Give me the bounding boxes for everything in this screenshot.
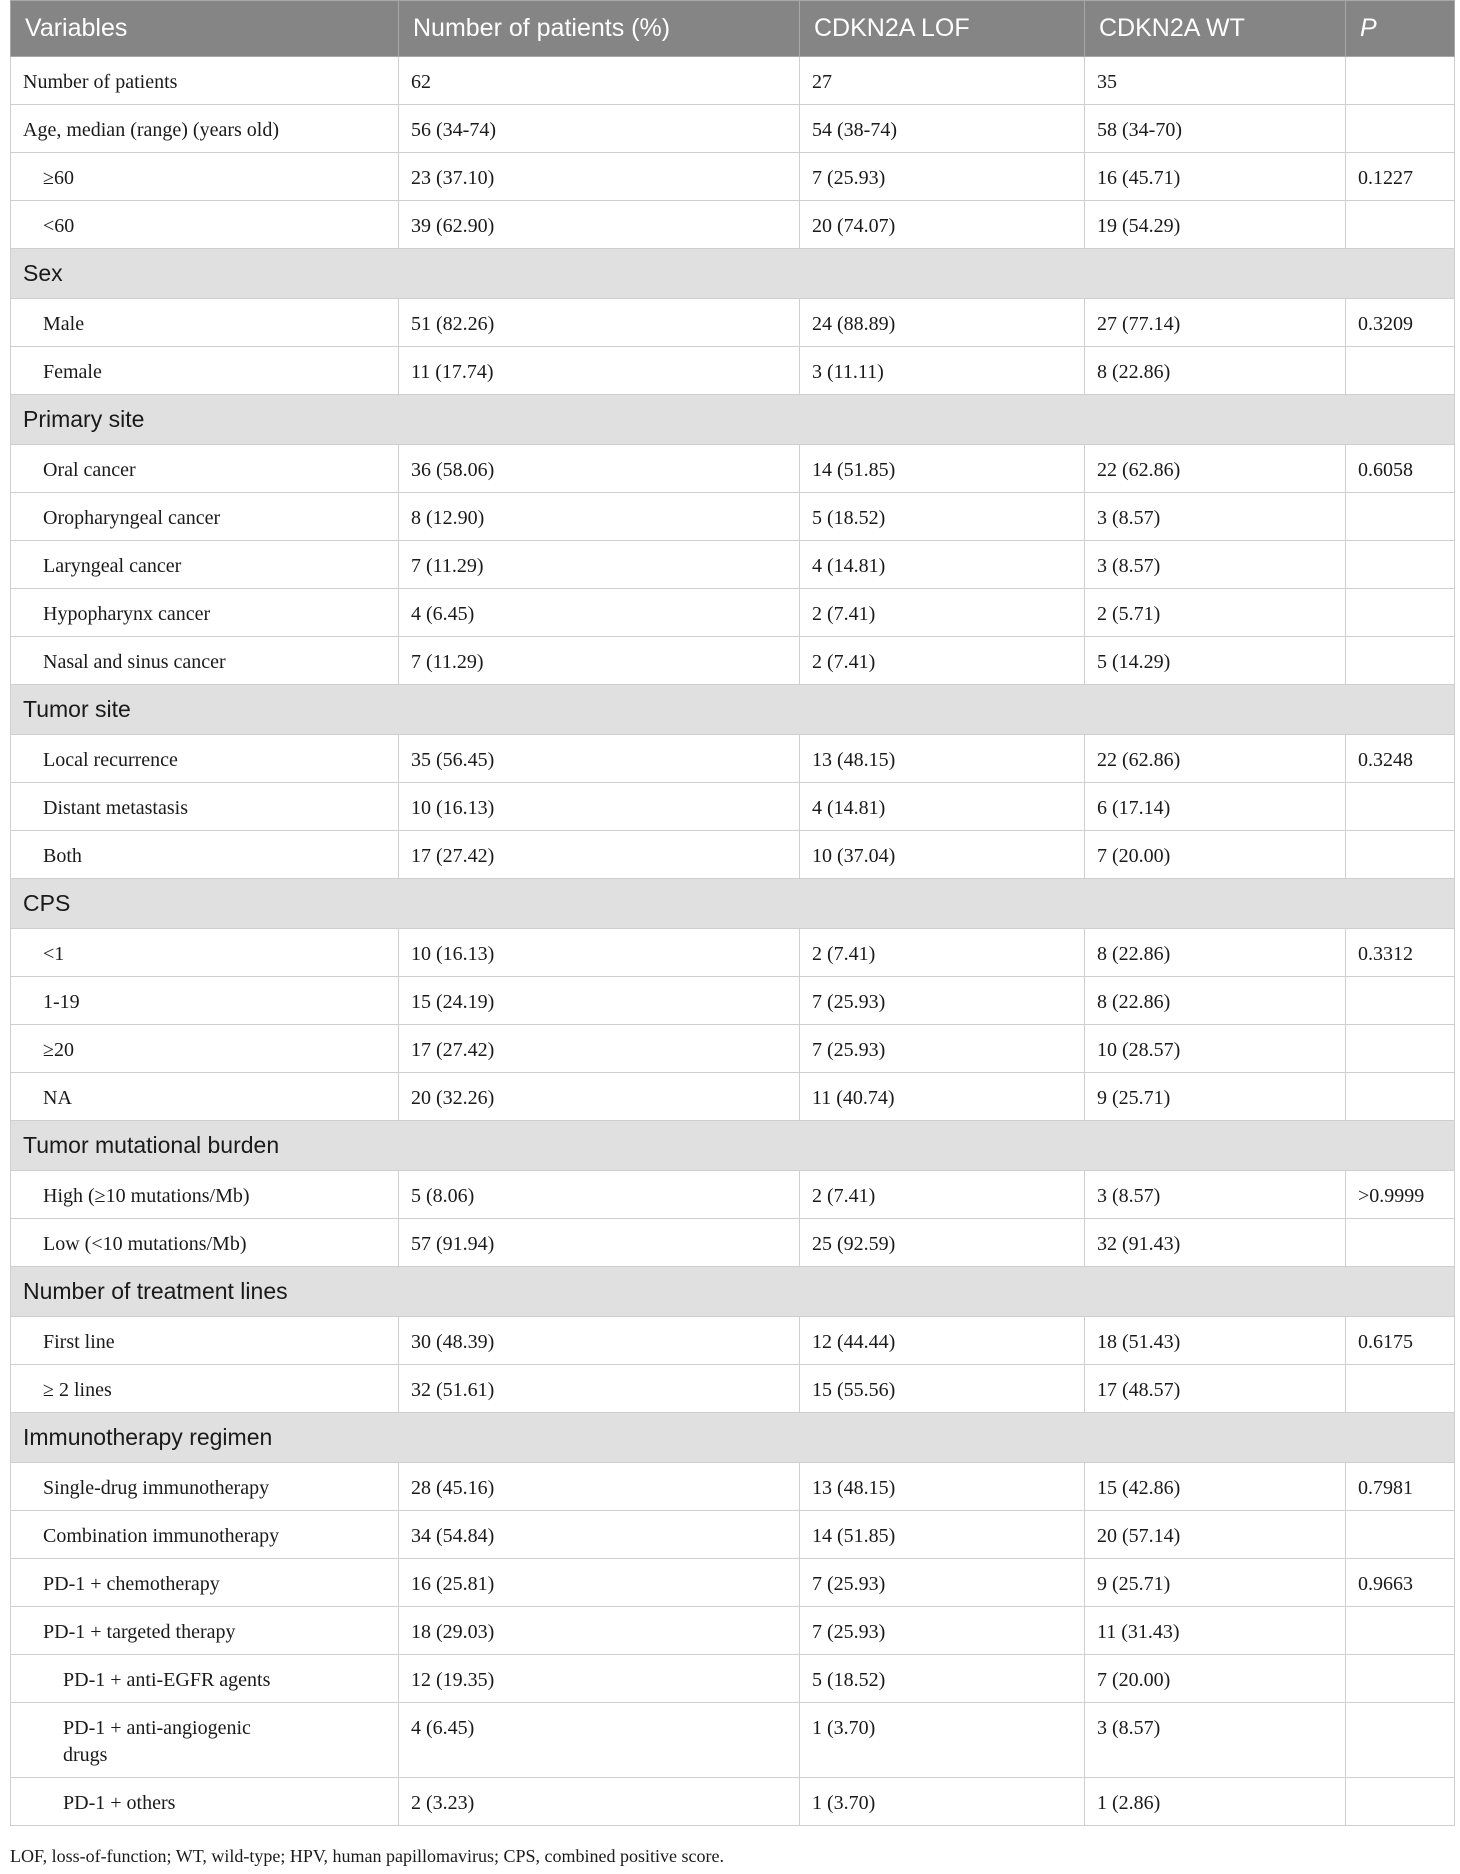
cell-variable: Low (<10 mutations/Mb): [11, 1219, 399, 1267]
cell-variable: Single-drug immunotherapy: [11, 1463, 399, 1511]
table-row: [11, 57, 1455, 105]
cell-cdkn2a-lof: 4 (14.81): [800, 783, 1085, 831]
cell-cdkn2a-wt: 15 (42.86): [1085, 1463, 1346, 1511]
cell-number-of-patients: 36 (58.06): [399, 445, 800, 493]
table-row: [11, 493, 1455, 541]
cell-cdkn2a-lof: 15 (55.56): [800, 1365, 1085, 1413]
cell-cdkn2a-wt: 9 (25.71): [1085, 1559, 1346, 1607]
cell-number-of-patients: 34 (54.84): [399, 1511, 800, 1559]
header-variables: Variables: [11, 1, 399, 57]
table-row: [11, 105, 1455, 153]
cell-cdkn2a-lof: 14 (51.85): [800, 445, 1085, 493]
cell-cdkn2a-wt: 27 (77.14): [1085, 299, 1346, 347]
cell-cdkn2a-lof: 20 (74.07): [800, 201, 1085, 249]
table-row: [11, 1219, 1455, 1267]
cell-p-value: [1346, 347, 1455, 395]
cell-number-of-patients: 16 (25.81): [399, 1559, 800, 1607]
cell-variable: Laryngeal cancer: [11, 541, 399, 589]
cell-cdkn2a-wt: 3 (8.57): [1085, 1703, 1346, 1778]
cell-cdkn2a-wt: 11 (31.43): [1085, 1607, 1346, 1655]
cell-cdkn2a-wt: 8 (22.86): [1085, 929, 1346, 977]
table-row: [11, 299, 1455, 347]
table-row: [11, 735, 1455, 783]
cell-number-of-patients: 35 (56.45): [399, 735, 800, 783]
cell-p-value: [1346, 1607, 1455, 1655]
cell-number-of-patients: 11 (17.74): [399, 347, 800, 395]
section-label: Immunotherapy regimen: [11, 1413, 1455, 1463]
section-header-row: [11, 249, 1455, 299]
cell-number-of-patients: 39 (62.90): [399, 201, 800, 249]
cell-cdkn2a-lof: 5 (18.52): [800, 493, 1085, 541]
cell-cdkn2a-wt: 8 (22.86): [1085, 977, 1346, 1025]
cell-cdkn2a-lof: 2 (7.41): [800, 1171, 1085, 1219]
cell-p-value: [1346, 1703, 1455, 1778]
cell-variable: Both: [11, 831, 399, 879]
cell-variable: Local recurrence: [11, 735, 399, 783]
table-row: [11, 1025, 1455, 1073]
cell-cdkn2a-wt: 58 (34-70): [1085, 105, 1346, 153]
cell-number-of-patients: 51 (82.26): [399, 299, 800, 347]
section-label: Number of treatment lines: [11, 1267, 1455, 1317]
cell-cdkn2a-wt: 17 (48.57): [1085, 1365, 1346, 1413]
table-row: [11, 1463, 1455, 1511]
table-footnote: LOF, loss-of-function; WT, wild-type; HPV, human papillomavirus; CPS, combined positive score.: [10, 1846, 724, 1866]
section-label: Primary site: [11, 395, 1455, 445]
cell-p-value: 0.3209: [1346, 299, 1455, 347]
cell-cdkn2a-lof: 7 (25.93): [800, 977, 1085, 1025]
table-row: [11, 541, 1455, 589]
cell-variable: Female: [11, 347, 399, 395]
header-number-of-patients: Number of patients (%): [399, 1, 800, 57]
cell-cdkn2a-lof: 2 (7.41): [800, 589, 1085, 637]
cell-cdkn2a-wt: 3 (8.57): [1085, 1171, 1346, 1219]
section-header-row: [11, 1121, 1455, 1171]
table-row: [11, 1655, 1455, 1703]
cell-variable: Age, median (range) (years old): [11, 105, 399, 153]
cell-number-of-patients: 32 (51.61): [399, 1365, 800, 1413]
cell-cdkn2a-wt: 2 (5.71): [1085, 589, 1346, 637]
table-row: [11, 1317, 1455, 1365]
cell-variable: Oropharyngeal cancer: [11, 493, 399, 541]
cell-number-of-patients: 20 (32.26): [399, 1073, 800, 1121]
header-row: [11, 1, 1455, 57]
section-header-row: [11, 1267, 1455, 1317]
table-row: [11, 1171, 1455, 1219]
cell-cdkn2a-lof: 25 (92.59): [800, 1219, 1085, 1267]
cell-variable: PD-1 + targeted therapy: [11, 1607, 399, 1655]
cell-p-value: 0.3248: [1346, 735, 1455, 783]
cell-number-of-patients: 17 (27.42): [399, 831, 800, 879]
cell-p-value: [1346, 1073, 1455, 1121]
cell-variable: Male: [11, 299, 399, 347]
cell-variable: High (≥10 mutations/Mb): [11, 1171, 399, 1219]
cell-variable: <60: [11, 201, 399, 249]
cell-cdkn2a-lof: 13 (48.15): [800, 1463, 1085, 1511]
cell-variable: ≥60: [11, 153, 399, 201]
cell-cdkn2a-wt: 3 (8.57): [1085, 493, 1346, 541]
cell-cdkn2a-lof: 2 (7.41): [800, 929, 1085, 977]
cell-p-value: 0.1227: [1346, 153, 1455, 201]
cell-number-of-patients: 28 (45.16): [399, 1463, 800, 1511]
cell-p-value: [1346, 589, 1455, 637]
cell-cdkn2a-lof: 7 (25.93): [800, 1607, 1085, 1655]
header-cdkn2a-lof: CDKN2A LOF: [800, 1, 1085, 57]
cell-variable: PD-1 + anti-angiogenic drugs: [11, 1703, 399, 1778]
cell-cdkn2a-wt: 6 (17.14): [1085, 783, 1346, 831]
section-label: Tumor mutational burden: [11, 1121, 1455, 1171]
patient-characteristics-table: [10, 0, 1455, 1826]
cell-number-of-patients: 4 (6.45): [399, 589, 800, 637]
table-row: [11, 1607, 1455, 1655]
table-row: [11, 1511, 1455, 1559]
cell-cdkn2a-lof: 5 (18.52): [800, 1655, 1085, 1703]
cell-cdkn2a-wt: 1 (2.86): [1085, 1778, 1346, 1826]
cell-variable: PD-1 + anti-EGFR agents: [11, 1655, 399, 1703]
cell-cdkn2a-lof: 14 (51.85): [800, 1511, 1085, 1559]
cell-number-of-patients: 17 (27.42): [399, 1025, 800, 1073]
table-row: [11, 589, 1455, 637]
cell-p-value: [1346, 637, 1455, 685]
cell-cdkn2a-wt: 18 (51.43): [1085, 1317, 1346, 1365]
cell-variable: First line: [11, 1317, 399, 1365]
cell-p-value: [1346, 1365, 1455, 1413]
cell-p-value: [1346, 541, 1455, 589]
cell-variable: NA: [11, 1073, 399, 1121]
cell-p-value: [1346, 1025, 1455, 1073]
cell-cdkn2a-lof: 13 (48.15): [800, 735, 1085, 783]
section-header-row: [11, 1413, 1455, 1463]
table-row: [11, 1365, 1455, 1413]
cell-p-value: [1346, 105, 1455, 153]
table-row: [11, 1559, 1455, 1607]
cell-cdkn2a-lof: 10 (37.04): [800, 831, 1085, 879]
table-row: [11, 1778, 1455, 1826]
cell-number-of-patients: 62: [399, 57, 800, 105]
cell-cdkn2a-wt: 19 (54.29): [1085, 201, 1346, 249]
cell-p-value: [1346, 57, 1455, 105]
cell-variable: Number of patients: [11, 57, 399, 105]
cell-cdkn2a-wt: 32 (91.43): [1085, 1219, 1346, 1267]
cell-cdkn2a-wt: 3 (8.57): [1085, 541, 1346, 589]
cell-p-value: 0.6175: [1346, 1317, 1455, 1365]
table-row: [11, 347, 1455, 395]
cell-cdkn2a-lof: 7 (25.93): [800, 153, 1085, 201]
cell-p-value: [1346, 1219, 1455, 1267]
cell-cdkn2a-lof: 12 (44.44): [800, 1317, 1085, 1365]
cell-p-value: >0.9999: [1346, 1171, 1455, 1219]
cell-variable: Combination immunotherapy: [11, 1511, 399, 1559]
cell-cdkn2a-lof: 7 (25.93): [800, 1025, 1085, 1073]
table-row: [11, 1073, 1455, 1121]
cell-number-of-patients: 10 (16.13): [399, 783, 800, 831]
cell-p-value: 0.6058: [1346, 445, 1455, 493]
table-row: [11, 831, 1455, 879]
cell-p-value: [1346, 493, 1455, 541]
cell-number-of-patients: 5 (8.06): [399, 1171, 800, 1219]
cell-variable: PD-1 + others: [11, 1778, 399, 1826]
cell-cdkn2a-wt: 5 (14.29): [1085, 637, 1346, 685]
cell-p-value: [1346, 1655, 1455, 1703]
section-header-row: [11, 685, 1455, 735]
header-p-value: P: [1346, 1, 1455, 57]
cell-cdkn2a-lof: 27: [800, 57, 1085, 105]
cell-p-value: 0.9663: [1346, 1559, 1455, 1607]
cell-cdkn2a-wt: 20 (57.14): [1085, 1511, 1346, 1559]
cell-variable: ≥ 2 lines: [11, 1365, 399, 1413]
cell-p-value: 0.7981: [1346, 1463, 1455, 1511]
cell-cdkn2a-wt: 16 (45.71): [1085, 153, 1346, 201]
cell-cdkn2a-lof: 2 (7.41): [800, 637, 1085, 685]
cell-variable: Nasal and sinus cancer: [11, 637, 399, 685]
cell-cdkn2a-wt: 22 (62.86): [1085, 445, 1346, 493]
cell-cdkn2a-lof: 11 (40.74): [800, 1073, 1085, 1121]
cell-number-of-patients: 30 (48.39): [399, 1317, 800, 1365]
cell-p-value: [1346, 831, 1455, 879]
cell-p-value: [1346, 977, 1455, 1025]
cell-p-value: [1346, 1778, 1455, 1826]
cell-cdkn2a-lof: 4 (14.81): [800, 541, 1085, 589]
cell-variable: PD-1 + chemotherapy: [11, 1559, 399, 1607]
table-row: [11, 977, 1455, 1025]
cell-variable: Oral cancer: [11, 445, 399, 493]
cell-cdkn2a-lof: 24 (88.89): [800, 299, 1085, 347]
cell-number-of-patients: 57 (91.94): [399, 1219, 800, 1267]
cell-variable: <1: [11, 929, 399, 977]
cell-cdkn2a-wt: 22 (62.86): [1085, 735, 1346, 783]
cell-number-of-patients: 18 (29.03): [399, 1607, 800, 1655]
table-row: [11, 783, 1455, 831]
table-row: [11, 201, 1455, 249]
cell-cdkn2a-wt: 35: [1085, 57, 1346, 105]
table-container: [10, 0, 1454, 1826]
cell-number-of-patients: 2 (3.23): [399, 1778, 800, 1826]
cell-cdkn2a-lof: 7 (25.93): [800, 1559, 1085, 1607]
cell-number-of-patients: 23 (37.10): [399, 153, 800, 201]
cell-cdkn2a-wt: 9 (25.71): [1085, 1073, 1346, 1121]
cell-number-of-patients: 10 (16.13): [399, 929, 800, 977]
table-row: [11, 1703, 1455, 1778]
section-label: Sex: [11, 249, 1455, 299]
section-header-row: [11, 395, 1455, 445]
table-body: [11, 57, 1455, 1826]
cell-cdkn2a-lof: 1 (3.70): [800, 1778, 1085, 1826]
cell-number-of-patients: 15 (24.19): [399, 977, 800, 1025]
table-row: [11, 637, 1455, 685]
cell-number-of-patients: 7 (11.29): [399, 541, 800, 589]
section-label: CPS: [11, 879, 1455, 929]
cell-variable: 1-19: [11, 977, 399, 1025]
cell-cdkn2a-wt: 10 (28.57): [1085, 1025, 1346, 1073]
cell-p-value: [1346, 201, 1455, 249]
cell-cdkn2a-wt: 7 (20.00): [1085, 1655, 1346, 1703]
cell-p-value: 0.3312: [1346, 929, 1455, 977]
cell-variable: ≥20: [11, 1025, 399, 1073]
table-row: [11, 929, 1455, 977]
section-header-row: [11, 879, 1455, 929]
cell-number-of-patients: 8 (12.90): [399, 493, 800, 541]
header-cdkn2a-wt: CDKN2A WT: [1085, 1, 1346, 57]
cell-variable: Hypopharynx cancer: [11, 589, 399, 637]
cell-cdkn2a-wt: 8 (22.86): [1085, 347, 1346, 395]
cell-cdkn2a-wt: 7 (20.00): [1085, 831, 1346, 879]
table-row: [11, 445, 1455, 493]
cell-number-of-patients: 56 (34-74): [399, 105, 800, 153]
cell-cdkn2a-lof: 54 (38-74): [800, 105, 1085, 153]
cell-cdkn2a-lof: 3 (11.11): [800, 347, 1085, 395]
cell-cdkn2a-lof: 1 (3.70): [800, 1703, 1085, 1778]
cell-p-value: [1346, 783, 1455, 831]
cell-number-of-patients: 4 (6.45): [399, 1703, 800, 1778]
cell-number-of-patients: 12 (19.35): [399, 1655, 800, 1703]
section-label: Tumor site: [11, 685, 1455, 735]
cell-variable: Distant metastasis: [11, 783, 399, 831]
cell-number-of-patients: 7 (11.29): [399, 637, 800, 685]
cell-p-value: [1346, 1511, 1455, 1559]
table-row: [11, 153, 1455, 201]
